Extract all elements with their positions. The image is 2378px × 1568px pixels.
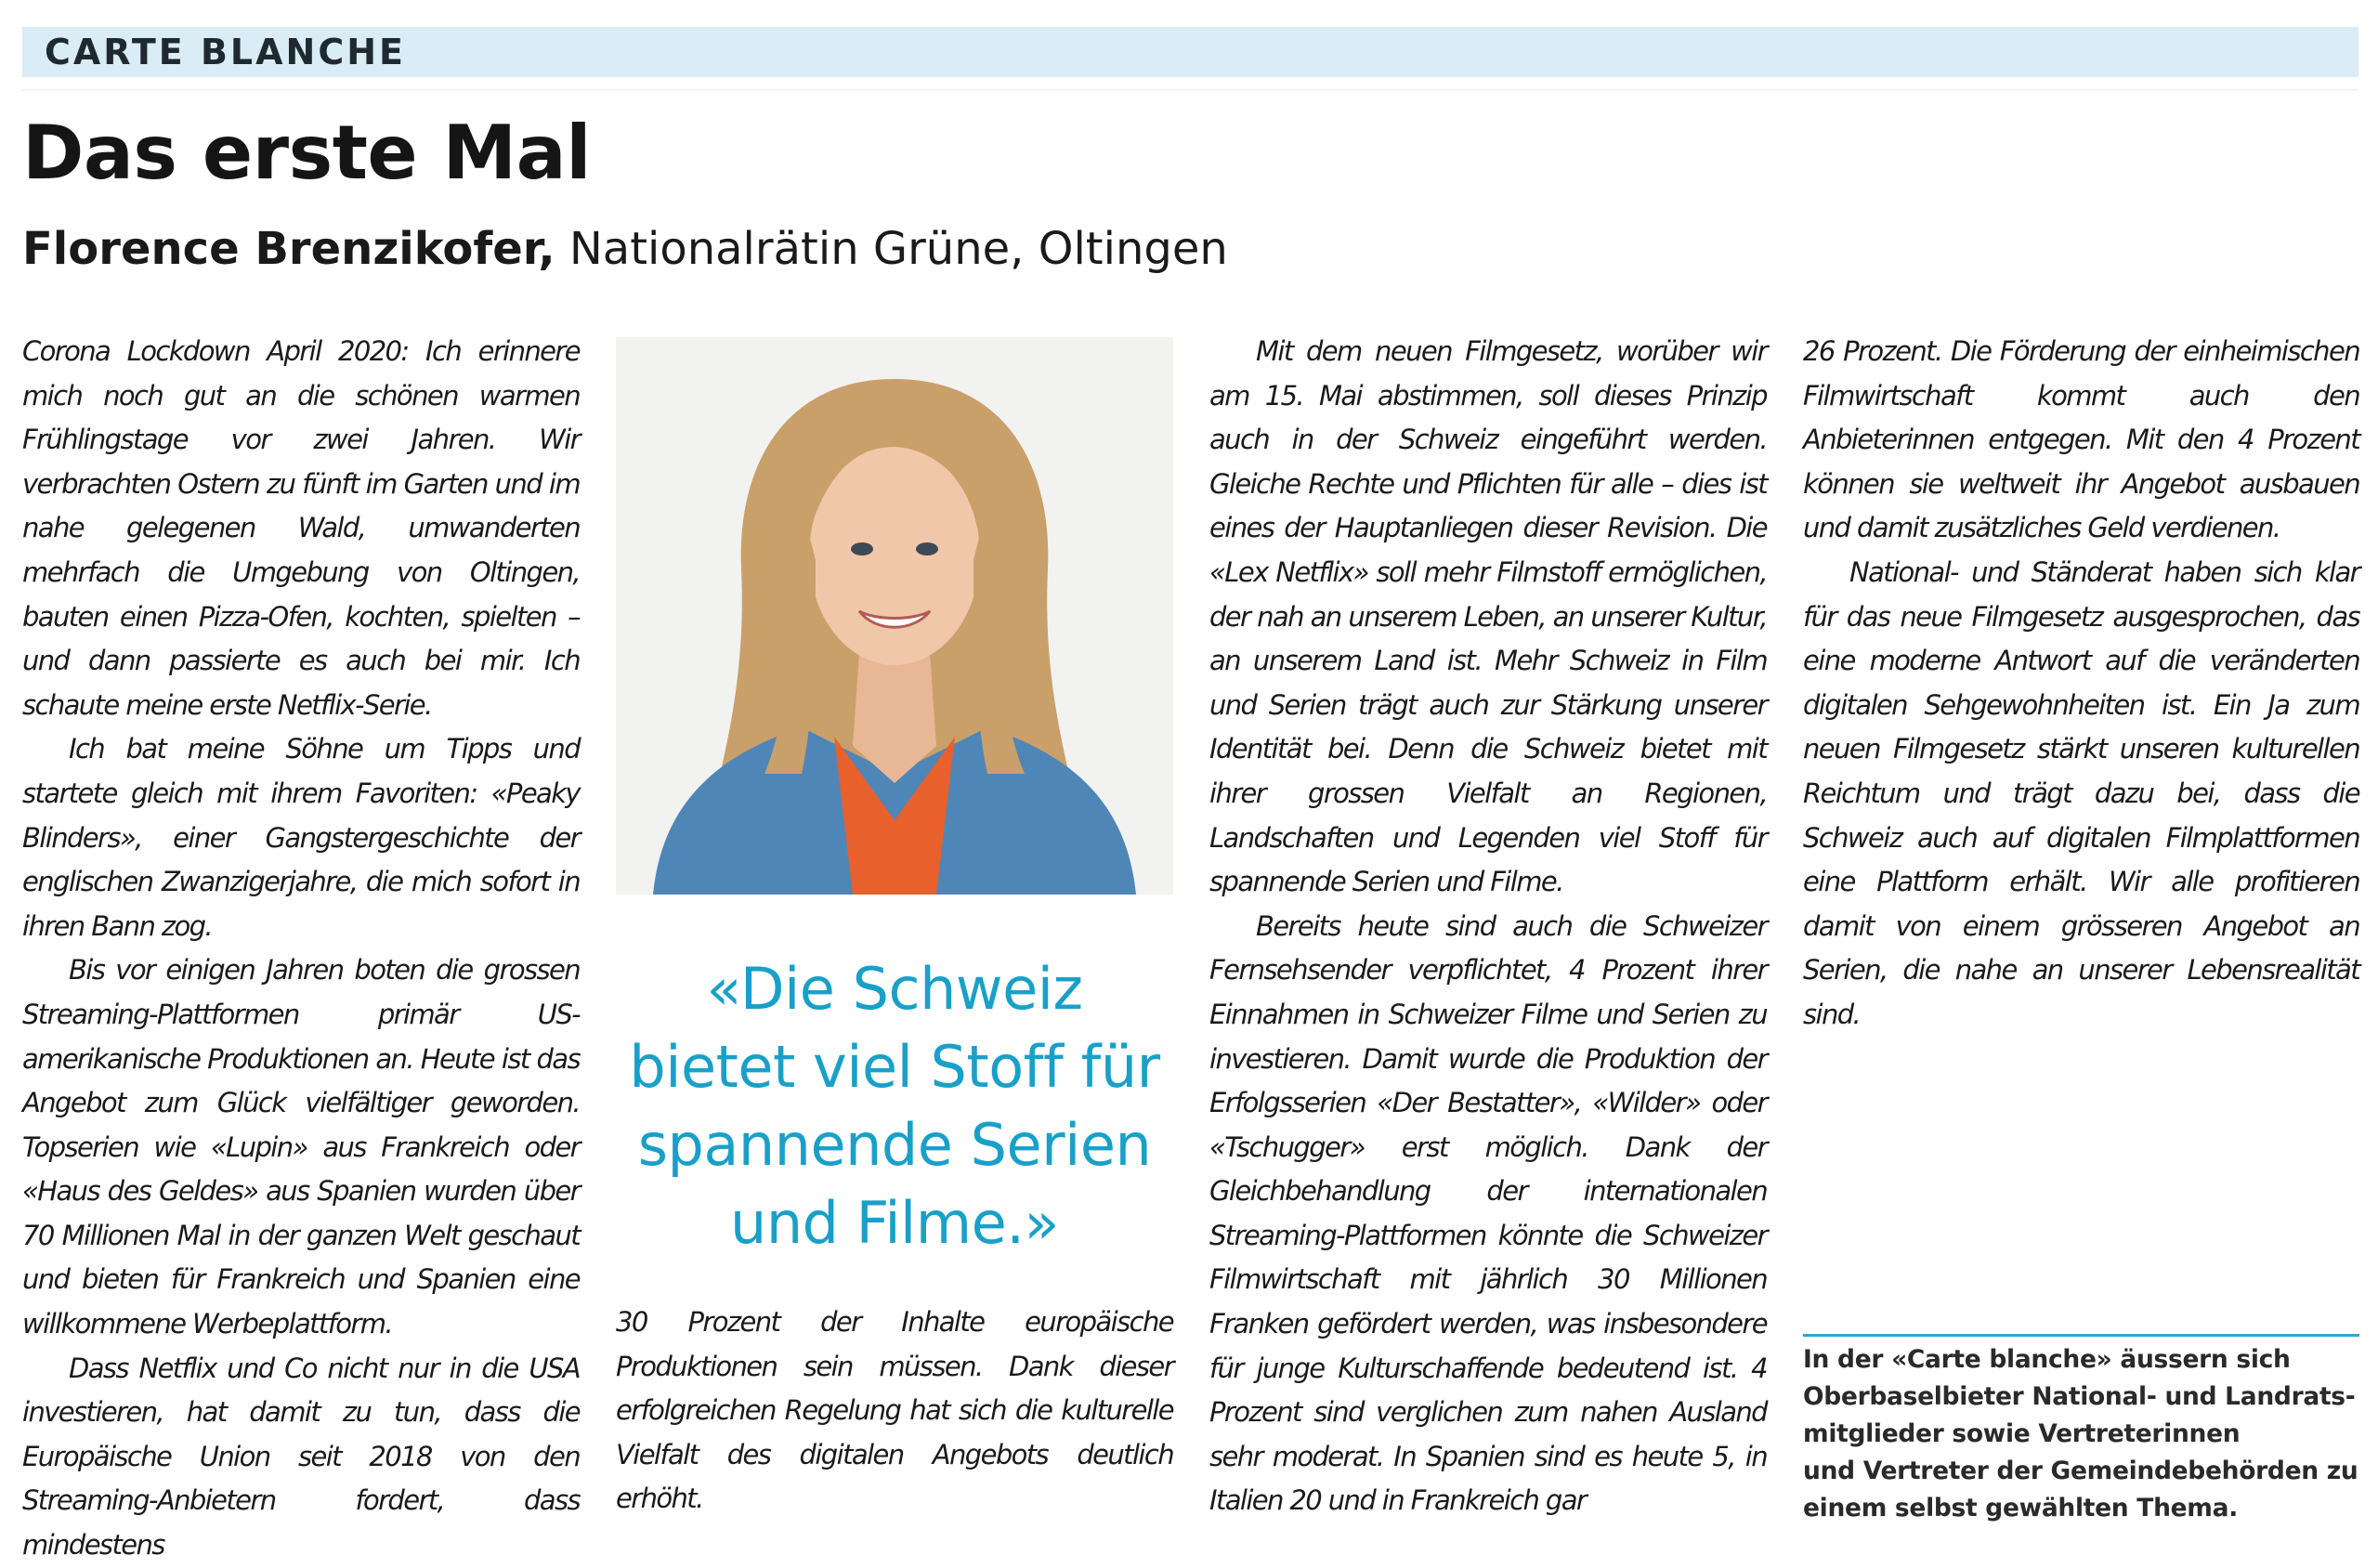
byline-role: Nationalrätin Grüne, Oltingen xyxy=(555,223,1228,275)
paragraph: Corona Lockdown April 2020: Ich erinnere mich noch gut an die schönen warmen Frühlingstage vor zwei Jahren. Wir verbrachten Ostern zu fünft im Garten und im nahe gelegenen Wald, umwanderten mehrfach die Umgebung von Oltingen, bauten einen Pizza-Ofen, kochten, spielten – und dann passierte es auch bei mir. Ich schaute meine erste Netflix-Serie. xyxy=(22,335,580,721)
headline: Das erste Mal xyxy=(22,110,592,196)
portrait-icon xyxy=(616,337,1173,895)
info-line: Oberbaselbieter National- und Landrats- xyxy=(1803,1382,2356,1411)
byline-author: Florence Brenzikofer, xyxy=(22,223,555,275)
rubric-label: CARTE BLANCHE xyxy=(45,32,406,72)
info-line: und Vertreter der Gemeindebehörden zu xyxy=(1803,1457,2358,1485)
paragraph: 26 Prozent. Die Förderung der einheimischen Filmwirtschaft kommt auch den Anbieterinnen entgegen. Mit den 4 Prozent können sie weltweit ihr Angebot ausbauen und damit zusätzliches Geld verdienen. xyxy=(1803,335,2359,544)
paragraph: Bis vor einigen Jahren boten die grossen Streaming-Plattformen primär US-amerikanische Produktionen an. Heute ist das Angebot zum Glück vielfältiger geworden. Topserien wie «Lupin» aus Frankreich oder «Haus des Geldes» aus Spanien wurden über 70 Millionen Mal in der ganzen Welt geschaut und bieten für Frankreich und Spanien eine willkommene Werbeplattform. xyxy=(22,954,580,1340)
paragraph: Dass Netflix und Co nicht nur in die USA investieren, hat damit zu tun, dass die Europäische Union seit 2018 von den Streaming-Anbietern fordert, dass mindestens xyxy=(22,1352,580,1561)
info-box xyxy=(1803,1341,2359,1527)
article-column-3 xyxy=(1209,330,1767,1537)
paragraph: 30 Prozent der Inhalte europäische Produktionen sein müssen. Dank dieser erfolgreichen Regelung hat sich die kulturelle Vielfalt des digitalen Angebots deutlich erhöht. xyxy=(616,1306,1173,1515)
paragraph: Ich bat meine Söhne um Tipps und startete gleich mit ihrem Favoriten: «Peaky Blinders», einer Gangstergeschichte der englischen Zwanzigerjahre, die mich sofort in ihren Bann zog. xyxy=(22,733,580,942)
article-column-4 xyxy=(1803,330,2359,1073)
info-line: In der «Carte blanche» äussern sich xyxy=(1803,1345,2291,1374)
byline xyxy=(22,216,1228,282)
info-box-divider xyxy=(1803,1334,2359,1337)
paragraph: Bereits heute sind auch die Schweizer Fernsehsender verpflichtet, 4 Prozent ihrer Einnahmen in Schweizer Filme und Serien zu investieren. Damit wurde die Produktion der Erfolgsserien «Der Bestatter», «Wilder» oder «Tschugger» erst möglich. Dank der Gleichbehandlung der internationalen Streaming-Plattformen könnte die Schweizer Filmwirtschaft mit jährlich 30 Millionen Franken gefördert werden, was insbesondere für junge Kulturschaffende bedeutend ist. 4 Prozent sind verglichen zum nahen Ausland sehr moderat. In Spanien sind es heute 5, in Italien 20 und in Frankreich gar xyxy=(1209,909,1767,1517)
article-column-2 xyxy=(616,1300,1173,1533)
info-line: mitglieder sowie Vertreterinnen xyxy=(1803,1419,2241,1448)
paragraph: National- und Ständerat haben sich klar für das neue Filmgesetz ausgesprochen, das eine moderne Antwort auf die veränderten digitalen Sehgewohnheiten ist. Ein Ja zum neuen Filmgesetz stärkt unseren kulturellen Reichtum und trägt dazu bei, dass die Schweiz auch auf digitalen Filmplattformen eine Plattform erhält. Wir alle profitieren damit von einem grösseren Angebot an Serien, die nahe an unserer Lebensrealität sind. xyxy=(1803,555,2359,1030)
rubric-divider xyxy=(22,89,2358,91)
paragraph: Mit dem neuen Filmgesetz, worüber wir am 15. Mai abstimmen, soll dieses Prinzip auch in der Schweiz eingeführt werden. Gleiche Rechte und Pflichten für alle – dies ist eines der Hauptanliegen dieser Revision. Die «Lex Netflix» soll mehr Filmstoff ermöglichen, der nah an unserem Leben, an unserer Kultur, an unserem Land ist. Mehr Schweiz in Film und Serien trägt auch zur Stärkung unserer Identität bei. Denn die Schweiz bietet mit ihrer grossen Vielfalt an Regionen, Landschaften und Legenden viel Stoff für spannende Serien und Filme. xyxy=(1209,335,1767,898)
info-line: einem selbst gewählten Thema. xyxy=(1803,1494,2238,1522)
portrait-photo xyxy=(616,337,1173,895)
article-column-1 xyxy=(22,330,580,1561)
pull-quote: «Die Schweiz bietet viel Stoff für spannende Serien und Filme.» xyxy=(629,955,1160,1257)
rubric-bar xyxy=(22,27,2358,77)
